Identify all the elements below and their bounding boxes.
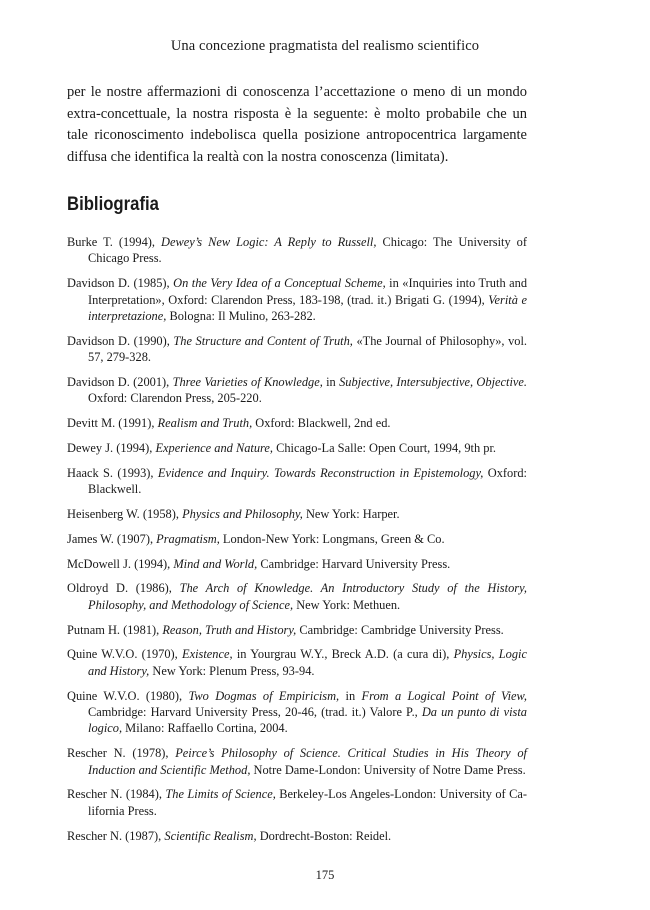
bibliography-entry: Haack S. (1993), Evidence and Inquiry. Towards Reconstruction in Epistemology, Oxford: Blackwell. <box>67 465 528 497</box>
bibliography-list <box>67 234 527 852</box>
section-title: Bibliografia <box>67 194 159 215</box>
bibliography-entry: Rescher N. (1978), Peirce’s Philosophy of Science. Critical Studies in His Theory of Induction and Scientific Method, Notre Dame-London: University of Notre Dame Press. <box>67 746 527 777</box>
bibliography-entry: Burke T. (1994), Dewey’s New Logic: A Reply to Russell, Chicago: The University of Chicago Press. <box>67 235 527 266</box>
bibliography-entry: Rescher N. (1984), The Limits of Science, Berkeley-Los Angeles-London: University of California Press. <box>67 787 527 818</box>
bibliography-entry: Oldroyd D. (1986), The Arch of Knowledge. An Introductory Study of the History, Philosophy, and Methodology of Science, New York: Methuen. <box>67 581 527 612</box>
bibliography-entry: McDowell J. (1994), Mind and World, Cambridge: Harvard University Press. <box>67 556 451 571</box>
bibliography-entry: Rescher N. (1987), Scientific Realism, Dordrecht-Boston: Reidel. <box>67 828 392 843</box>
bibliography-entry: Heisenberg W. (1958), Physics and Philosophy, New York: Harper. <box>67 507 400 522</box>
bibliography-entry: Quine W.V.O. (1970), Existence, in Yourgrau W.Y., Breck A.D. (a cura di), Physics, Logic and History, New York: Plenum Press, 93-94. <box>67 647 527 678</box>
bibliography-entry: Quine W.V.O. (1980), Two Dogmas of Empiricism, in From a Logical Point of View, Cambridge: Harvard University Press, 20-46, (trad. it.) Valore P., Da un punto di vista logico, Milano: Raffaello Cortina, 2004. <box>67 688 527 736</box>
running-head: Una concezione pragmatista del realismo scientifico <box>170 38 480 54</box>
bibliography-entry: Davidson D. (1990), The Structure and Content of Truth, «The Journal of Philosophy», vol. 57, 279-328. <box>67 333 528 365</box>
bibliography-entry: Dewey J. (1994), Experience and Nature, Chicago-La Salle: Open Court, 1994, 9th pr. <box>67 441 496 456</box>
bibliography-entry: Davidson D. (1985), On the Very Idea of a Conceptual Scheme, in «Inquiries into Truth and Interpretation», Oxford: Clarendon Press, 183-198, (trad. it.) Brigati G. (1994), Verità e interpretazione, Bologna: Il Mulino, 263-282. <box>67 276 528 324</box>
bibliography-entry: Davidson D. (2001), Three Varieties of Knowledge, in Subjective, Intersubjective, Objective. Oxford: Clarendon Press, 205-220. <box>67 375 527 406</box>
body-paragraph: per le nostre affermazioni di conoscenza l’accettazione o meno di un mondo extra-concettuale, la nostra risposta è la seguente: è molto probabile che un tale riconoscimento indebolisca quella posizione antropocentrica largamente diffusa che identifica la realtà con la nostra conoscenza (limitata). <box>67 84 527 165</box>
bibliography-entry: Putnam H. (1981), Reason, Truth and History, Cambridge: Cambridge University Press. <box>67 622 504 637</box>
page-number: 175 <box>315 868 335 882</box>
bibliography-entry: Devitt M. (1991), Realism and Truth, Oxford: Blackwell, 2nd ed. <box>67 416 391 431</box>
bibliography-entry: James W. (1907), Pragmatism, London-New York: Longmans, Green & Co. <box>67 531 445 546</box>
